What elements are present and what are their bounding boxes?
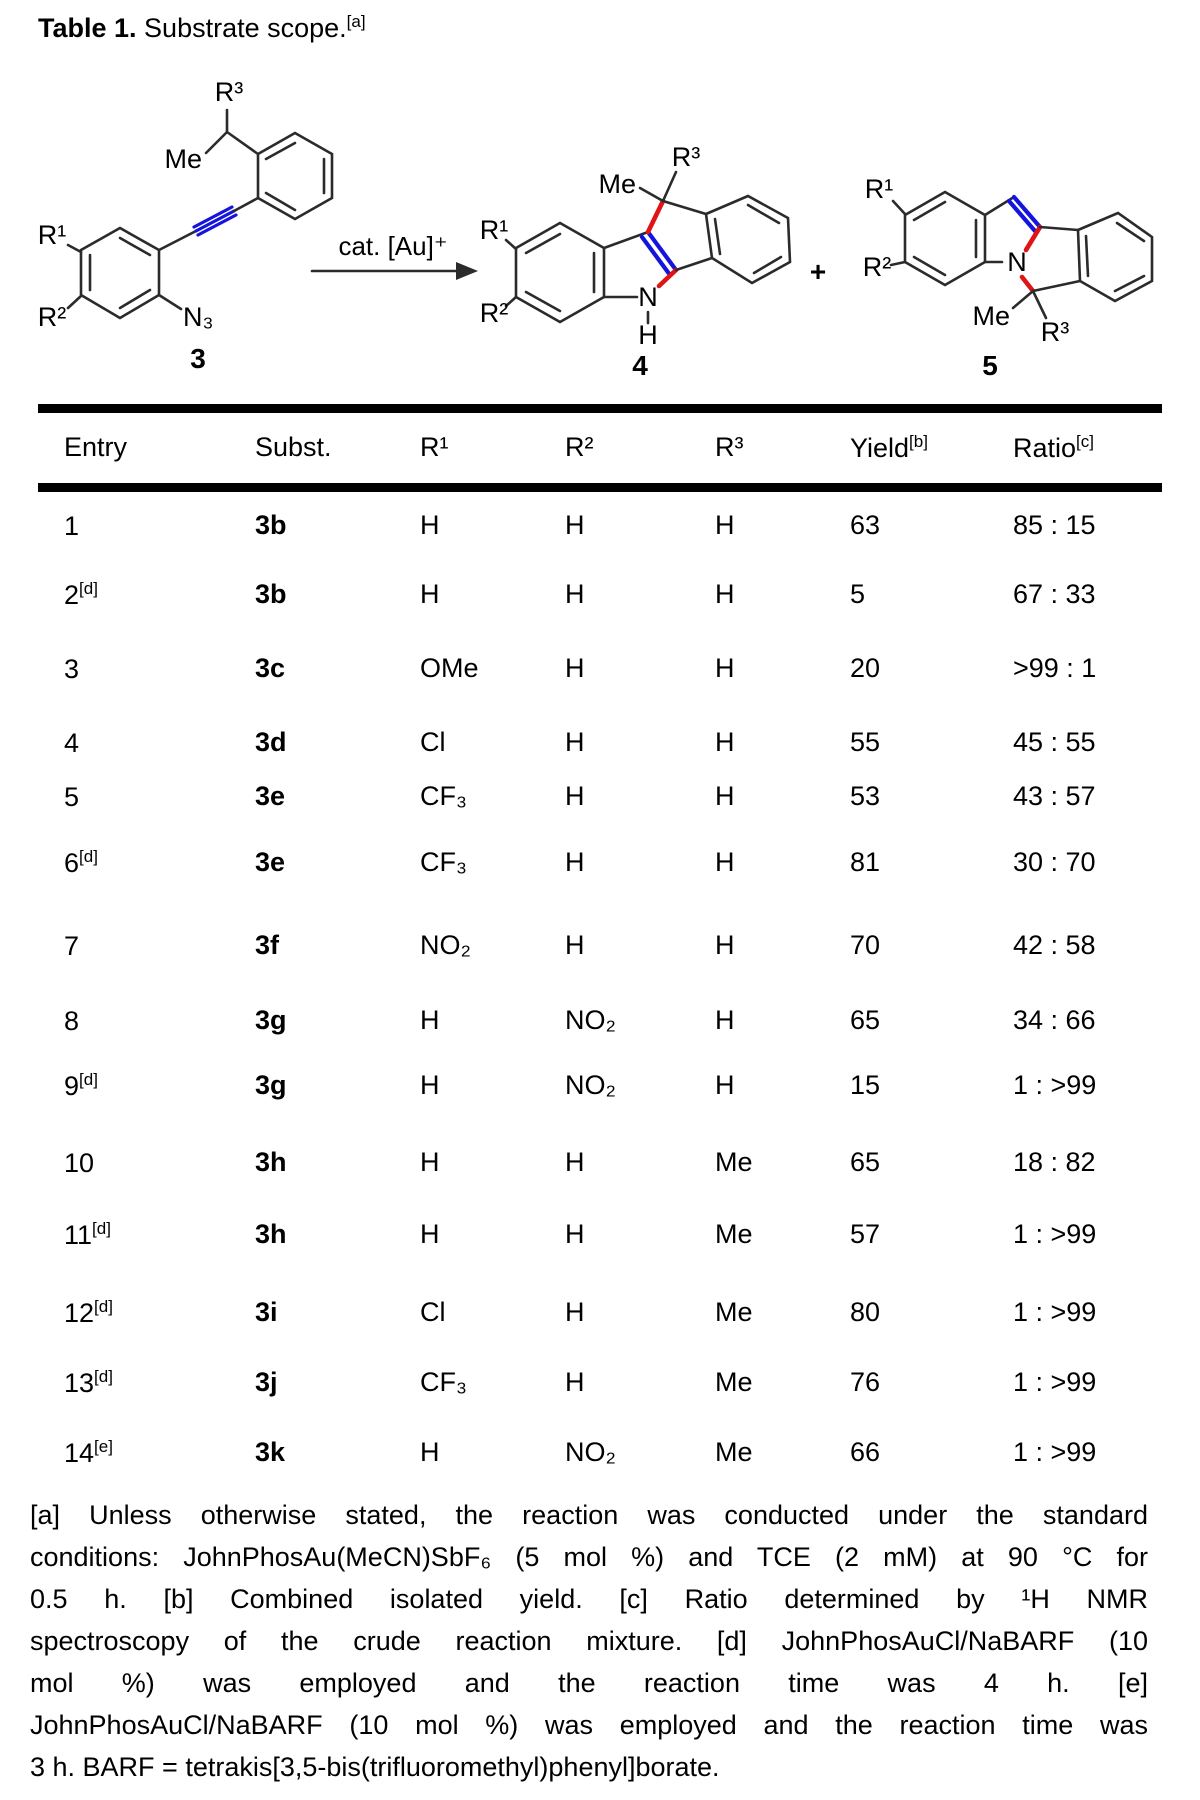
- cell-ratio: 43 : 57: [1013, 781, 1096, 811]
- cell-yield: 66: [850, 1437, 881, 1467]
- substrate-azide-label: N₃: [183, 302, 214, 332]
- cell-entry: 5: [64, 782, 80, 812]
- cell-r2: NO₂: [565, 1070, 616, 1100]
- col-header-yield: Yield[b]: [850, 432, 928, 463]
- cell-entry: 6[d]: [64, 847, 98, 878]
- cell-entry: 2[d]: [64, 579, 98, 610]
- cell-ratio: 1 : >99: [1013, 1297, 1097, 1327]
- col-header-r3: R³: [715, 432, 744, 462]
- table-row: [64, 510, 1168, 542]
- footnote-line: [a] Unless otherwise stated, the reaction was conducted under the standard: [30, 1500, 1148, 1530]
- footnote-line: conditions: JohnPhosAu(MeCN)SbF₆ (5 mol %) and TCE (2 mM) at 90 °C for: [30, 1542, 1148, 1572]
- cell-ratio: 67 : 33: [1013, 579, 1096, 609]
- cell-r3: H: [715, 727, 735, 757]
- cell-ratio: 1 : >99: [1013, 1070, 1097, 1100]
- product5-r1-label: R¹: [864, 174, 894, 204]
- cell-r1: H: [420, 1219, 440, 1249]
- cell-r2: H: [565, 510, 585, 540]
- cell-entry: 9[d]: [64, 1070, 98, 1101]
- footnote-line: 0.5 h. [b] Combined isolated yield. [c] Ratio determined by ¹H NMR: [30, 1584, 1148, 1614]
- table-top-rule: [38, 404, 1162, 413]
- cell-r2: H: [565, 727, 585, 757]
- product-4-structure: [480, 142, 790, 381]
- product4-r2-label: R²: [479, 298, 509, 328]
- cell-yield: 57: [850, 1219, 881, 1249]
- cell-r3: Me: [715, 1437, 753, 1467]
- cell-r2: NO₂: [565, 1005, 616, 1035]
- substrate-r1-label: R¹: [37, 220, 67, 250]
- cell-r3: H: [715, 579, 735, 609]
- cell-yield: 20: [850, 653, 881, 683]
- cell-r1: CF₃: [420, 1367, 467, 1397]
- cell-r3: H: [715, 1070, 735, 1100]
- cell-r1: CF₃: [420, 781, 467, 811]
- product4-r3-label: R³: [671, 142, 701, 172]
- table-row: [64, 847, 1168, 879]
- cell-r3: H: [715, 781, 735, 811]
- product4-r1-label: R¹: [479, 215, 509, 245]
- plus-sign: +: [809, 256, 827, 287]
- table-footnote: [30, 1494, 1148, 1788]
- cell-subst: 3h: [255, 1147, 287, 1177]
- table-row: [64, 781, 1168, 813]
- cell-subst: 3g: [255, 1005, 287, 1035]
- product4-nh-h-label: H: [638, 320, 658, 350]
- cell-entry: 14[e]: [64, 1437, 113, 1468]
- cell-ratio: 30 : 70: [1013, 847, 1096, 877]
- footnote-line: mol %) was employed and the reaction time was 4 h. [e]: [30, 1668, 1148, 1698]
- cell-entry: 10: [64, 1148, 95, 1178]
- table-header-row: [64, 432, 1168, 464]
- reaction-scheme: [0, 0, 1200, 420]
- cell-r2: H: [565, 579, 585, 609]
- cell-ratio: 18 : 82: [1013, 1147, 1096, 1177]
- cell-r1: OMe: [420, 653, 479, 683]
- cell-r3: Me: [715, 1147, 753, 1177]
- reaction-arrow: [312, 231, 478, 280]
- substrate-me-label: Me: [164, 144, 202, 174]
- cell-yield: 65: [850, 1147, 881, 1177]
- cell-yield: 55: [850, 727, 881, 757]
- table-row: [64, 1005, 1168, 1037]
- cell-r3: H: [715, 653, 735, 683]
- cell-r2: H: [565, 653, 585, 683]
- cell-r3: H: [715, 1005, 735, 1035]
- cell-r3: H: [715, 847, 735, 877]
- table-row: [64, 653, 1168, 685]
- table-row: [64, 727, 1168, 759]
- product5-number: 5: [982, 350, 998, 381]
- cell-yield: 5: [850, 579, 866, 609]
- product5-r2-label: R²: [862, 252, 892, 282]
- substrate-r2-label: R²: [37, 302, 67, 332]
- product-5-structure: [863, 174, 1152, 381]
- cell-ratio: 1 : >99: [1013, 1437, 1097, 1467]
- cell-r1: H: [420, 510, 440, 540]
- substrate-r3-label: R³: [214, 77, 244, 107]
- table-title-text: Substrate scope.: [136, 13, 347, 43]
- cell-r1: CF₃: [420, 847, 467, 877]
- cell-subst: 3f: [255, 930, 280, 960]
- cell-entry: 8: [64, 1006, 80, 1036]
- col-header-subst: Subst.: [255, 432, 332, 462]
- table-row: [64, 1437, 1168, 1469]
- cell-subst: 3g: [255, 1070, 287, 1100]
- cell-subst: 3c: [255, 653, 286, 683]
- cell-subst: 3b: [255, 510, 287, 540]
- cell-r2: H: [565, 930, 585, 960]
- cell-subst: 3h: [255, 1219, 287, 1249]
- table-header-rule: [38, 483, 1162, 492]
- col-header-r1: R¹: [420, 432, 449, 462]
- cell-r1: H: [420, 1005, 440, 1035]
- cell-r2: H: [565, 1219, 585, 1249]
- cell-yield: 80: [850, 1297, 881, 1327]
- product5-me-label: Me: [972, 301, 1010, 331]
- cell-ratio: >99 : 1: [1013, 653, 1097, 683]
- cell-r2: H: [565, 1367, 585, 1397]
- cell-yield: 81: [850, 847, 881, 877]
- footnote-line: 3 h. BARF = tetrakis[3,5-bis(trifluoromethyl)phenyl]borate.: [30, 1752, 720, 1782]
- product4-me-label: Me: [598, 169, 636, 199]
- product5-n-label: N: [1007, 247, 1027, 277]
- cell-entry: 11[d]: [64, 1219, 111, 1250]
- cell-yield: 65: [850, 1005, 881, 1035]
- cell-ratio: 45 : 55: [1013, 727, 1096, 757]
- cell-r3: Me: [715, 1367, 753, 1397]
- cell-r3: H: [715, 510, 735, 540]
- cell-subst: 3e: [255, 847, 286, 877]
- cell-r2: H: [565, 1147, 585, 1177]
- cell-r1: Cl: [420, 1297, 446, 1327]
- arrowhead: [456, 262, 478, 280]
- reaction-conditions-label: cat. [Au]⁺: [338, 231, 448, 261]
- table-row: [64, 930, 1168, 962]
- col-header-ratio: Ratio[c]: [1013, 432, 1094, 463]
- cell-entry: 1: [64, 511, 80, 541]
- table-row: [64, 579, 1168, 611]
- cell-r1: H: [420, 1070, 440, 1100]
- table-title-footnote-mark: [a]: [346, 12, 366, 31]
- cell-r1: NO₂: [420, 930, 471, 960]
- cell-entry: 13[d]: [64, 1367, 113, 1398]
- cell-yield: 53: [850, 781, 881, 811]
- table-row: [64, 1219, 1168, 1251]
- product4-nh-n-label: N: [638, 282, 658, 312]
- cell-r2: NO₂: [565, 1437, 616, 1467]
- cell-r2: H: [565, 781, 585, 811]
- cell-r2: H: [565, 1297, 585, 1327]
- col-header-entry: Entry: [64, 432, 128, 462]
- table-row: [64, 1367, 1168, 1399]
- product4-number: 4: [632, 350, 648, 381]
- cell-r1: Cl: [420, 727, 446, 757]
- cell-entry: 12[d]: [64, 1297, 113, 1328]
- cell-r1: H: [420, 1437, 440, 1467]
- table-title-number: Table 1.: [38, 13, 137, 43]
- cell-ratio: 85 : 15: [1013, 510, 1096, 540]
- product5-r3-label: R³: [1040, 317, 1070, 347]
- cell-ratio: 1 : >99: [1013, 1367, 1097, 1397]
- cell-yield: 70: [850, 930, 881, 960]
- cell-r3: Me: [715, 1297, 753, 1327]
- cell-r1: H: [420, 1147, 440, 1177]
- substrate-3-structure: [38, 77, 332, 374]
- footnote-line: spectroscopy of the crude reaction mixture. [d] JohnPhosAuCl/NaBARF (10: [30, 1626, 1148, 1656]
- cell-r3: Me: [715, 1219, 753, 1249]
- substrate-number: 3: [190, 343, 206, 374]
- col-header-r2: R²: [565, 432, 594, 462]
- cell-entry: 4: [64, 728, 80, 758]
- cell-r3: H: [715, 930, 735, 960]
- cell-ratio: 42 : 58: [1013, 930, 1096, 960]
- cell-ratio: 34 : 66: [1013, 1005, 1096, 1035]
- table-row: [64, 1147, 1168, 1179]
- cell-yield: 63: [850, 510, 881, 540]
- cell-subst: 3j: [255, 1367, 278, 1397]
- cell-subst: 3b: [255, 579, 287, 609]
- footnote-line: JohnPhosAuCl/NaBARF (10 mol %) was employed and the reaction time was: [30, 1710, 1148, 1740]
- cell-subst: 3d: [255, 727, 287, 757]
- cell-r2: H: [565, 847, 585, 877]
- cell-yield: 15: [850, 1070, 881, 1100]
- cell-r1: H: [420, 579, 440, 609]
- cell-ratio: 1 : >99: [1013, 1219, 1097, 1249]
- cell-subst: 3e: [255, 781, 286, 811]
- cell-yield: 76: [850, 1367, 881, 1397]
- table-row: [64, 1070, 1168, 1102]
- cell-entry: 3: [64, 654, 80, 684]
- table-row: [64, 1297, 1168, 1329]
- cell-subst: 3i: [255, 1297, 278, 1327]
- cell-subst: 3k: [255, 1437, 286, 1467]
- cell-entry: 7: [64, 931, 80, 961]
